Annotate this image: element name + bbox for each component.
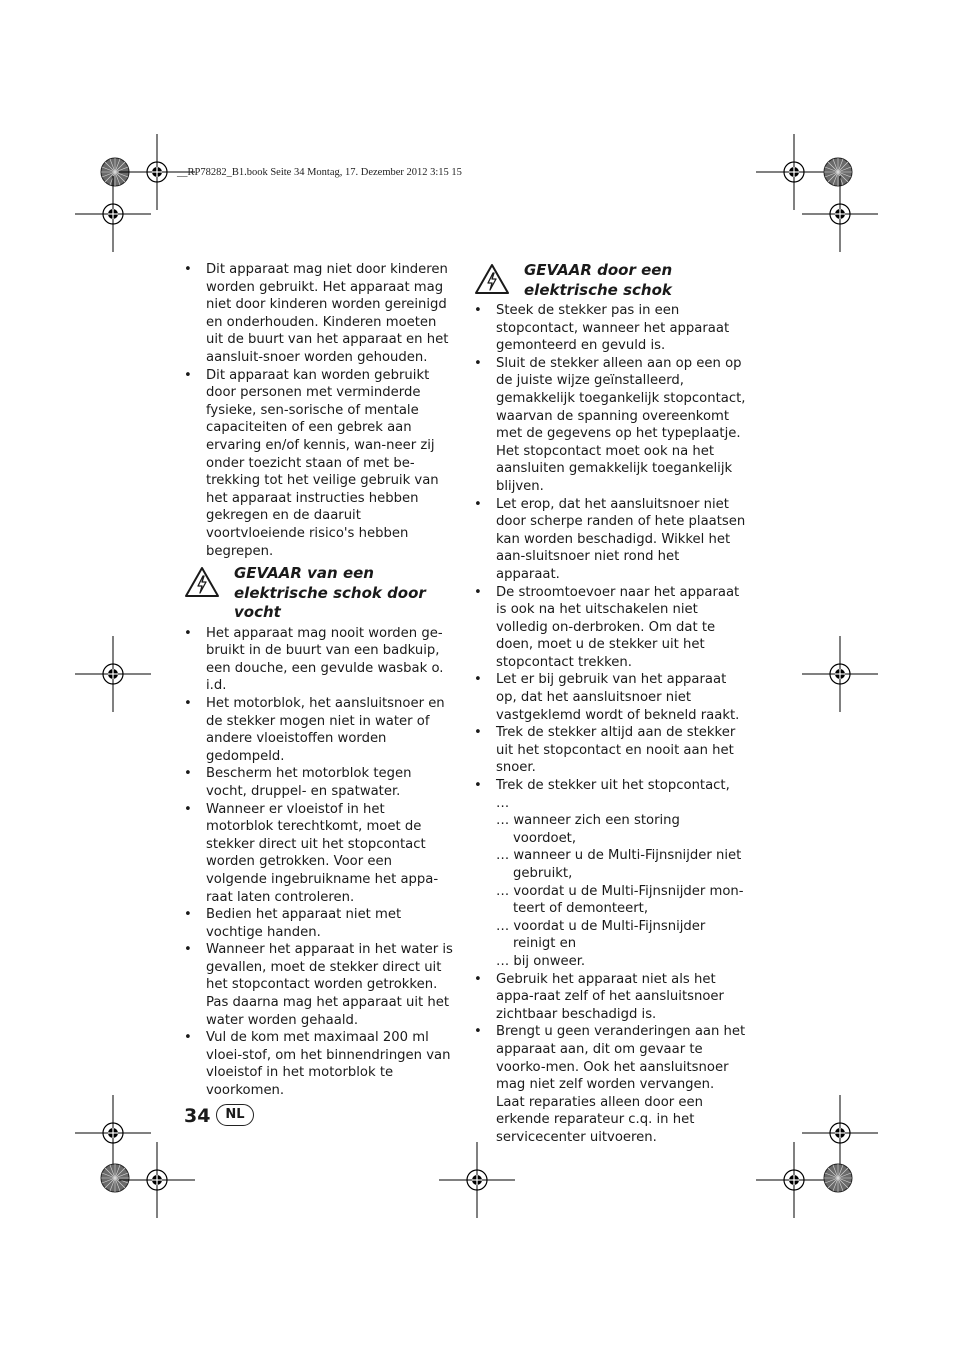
list-item: • Wanneer het apparaat in het water is gevallen, moet de stekker direct uit het stopcontact worden getrokken. Pas daarna mag het apparaat uit het water worden gehaald. <box>184 941 456 1029</box>
left-column <box>184 261 456 1100</box>
list-item: • Vul de kom met maximaal 200 ml vloei-stof, om het binnendringen van vloeistof in het motorblok te voorkomen. <box>184 1029 456 1099</box>
sub-list-item: … voordat u de Multi-Fijnsnijder reinigt en <box>496 918 706 952</box>
unplug-item-text: Trek de stekker uit het stopcontact, … <box>496 778 730 811</box>
list-item: • Sluit de stekker alleen aan op een op de juiste wijze geïnstalleerd, gemakkelijk toegankelijk stopcontact, waarvan de spanning overeenkomt met de gegevens op het typeplaatje. Het stopcontact moet ook na het aansluiten gemakkelijk toegankelijk blijven. <box>474 355 746 496</box>
list-item: • Bescherm het motorblok tegen vocht, druppel- en spatwater. <box>184 765 456 800</box>
registration-mark-icon <box>756 134 832 210</box>
registration-mark-icon <box>75 636 151 712</box>
registration-mark-icon <box>75 176 151 252</box>
list-item: • Bedien het apparaat niet met vochtige handen. <box>184 906 456 941</box>
registration-mark-icon <box>119 1142 195 1218</box>
registration-mark-icon <box>756 1142 832 1218</box>
warning-heading-text: GEVAAR van een elektrische schok door vocht <box>234 564 426 622</box>
list-item: • Dit apparaat kan worden gebruikt door personen met verminderde fysieke, sen-sorische of mentale capaciteiten of een gebrek aan ervaring en/of kennis, wan-neer zij onder toezicht staan of met be-trekking tot het veilige gebruik van het apparaat instructies hebben gekregen en de daaruit voortvloeiende risico's hebben begrepen. <box>184 367 456 561</box>
print-header-info: __RP78282_B1.book Seite 34 Montag, 17. Dezember 2012 3:15 15 <box>177 167 462 178</box>
warning-heading-text: GEVAAR door een elektrische schok <box>524 261 673 299</box>
list-item: • Trek de stekker altijd aan de stekker uit het stopcontact en nooit aan het snoer. <box>474 724 746 777</box>
electric-warning-list <box>474 302 746 812</box>
registration-mark-icon <box>439 1142 515 1218</box>
list-item: • Gebruik het apparaat niet als het appa-raat zelf of het aansluitsnoer zichtbaar beschadigd is. <box>474 971 746 1024</box>
list-item: • De stroomtoevoer naar het apparaat is ook na het uitschakelen niet volledig on-derbroken. Om dat te doen, moet u de stekker uit het stopcontact trekken. <box>474 584 746 672</box>
registration-mark-icon <box>802 1095 878 1171</box>
language-badge: NL <box>216 1104 254 1126</box>
list-item: • Let erop, dat het aansluitsnoer niet door scherpe randen of hete plaatsen kan worden beschadigd. Wikkel het aan-sluitsnoer niet rond het apparaat. <box>474 496 746 584</box>
sub-list-item: … bij onweer. <box>496 953 586 969</box>
color-wheel-mark-icon <box>824 158 852 186</box>
list-item: • Brengt u geen veranderingen aan het apparaat aan, dit om gevaar te voorko-men. Ook het aansluitsnoer mag niet zelf worden vervangen. Laat reparaties alleen door een erkende reparateur c.q. in het servicecenter uitvoeren. <box>474 1023 746 1146</box>
color-wheel-mark-icon <box>101 1164 129 1192</box>
electric-shock-warning-heading <box>474 261 746 300</box>
registration-mark-icon <box>802 176 878 252</box>
electric-warning-list-continued <box>474 971 746 1147</box>
list-item: • Het motorblok, het aansluitsnoer en de stekker mogen niet in water of andere vloeistoffen worden gedompeld. <box>184 695 456 765</box>
moisture-warning-list <box>184 625 456 1100</box>
unplug-conditions-list <box>474 812 746 970</box>
page-number: 34 <box>184 1105 211 1127</box>
color-wheel-mark-icon <box>824 1164 852 1192</box>
list-item: • Het apparaat mag nooit worden ge-bruikt in de buurt van een badkuip, een douche, een gevulde wasbak o. i.d. <box>184 625 456 695</box>
list-item <box>474 777 746 812</box>
registration-mark-icon <box>75 1095 151 1171</box>
sub-list-item: … wanneer zich een storing voordoet, <box>496 813 680 846</box>
electric-shock-warning-icon <box>184 566 220 598</box>
registration-mark-icon <box>802 636 878 712</box>
sub-list-item: … voordat u de Multi-Fijnsnijder mon-teert of demonteert, <box>496 883 744 917</box>
moisture-warning-heading <box>184 564 456 623</box>
right-column <box>474 261 746 1147</box>
list-item: • Let er bij gebruik van het apparaat op, dat het aansluitsnoer niet vastgeklemd wordt of bekneld raakt. <box>474 671 746 724</box>
electric-shock-warning-icon <box>474 263 510 295</box>
list-item: • Wanneer er vloeistof in het motorblok terechtkomt, moet de stekker direct uit het stopcontact worden getrokken. Voor een volgende ingebruikname het appa-raat laten controleren. <box>184 801 456 907</box>
sub-list-item: … wanneer u de Multi-Fijnsnijder niet gebruikt, <box>496 848 742 881</box>
list-item: • Steek de stekker pas in een stopcontact, wanneer het apparaat gemonteerd en gevuld is. <box>474 302 746 355</box>
list-item: • Dit apparaat mag niet door kinderen worden gebruikt. Het apparaat mag niet door kinderen worden gereinigd en onderhouden. Kinderen moeten uit de buurt van het apparaat en het aansluit-snoer worden gehouden. <box>184 261 456 367</box>
intro-list <box>184 261 456 560</box>
